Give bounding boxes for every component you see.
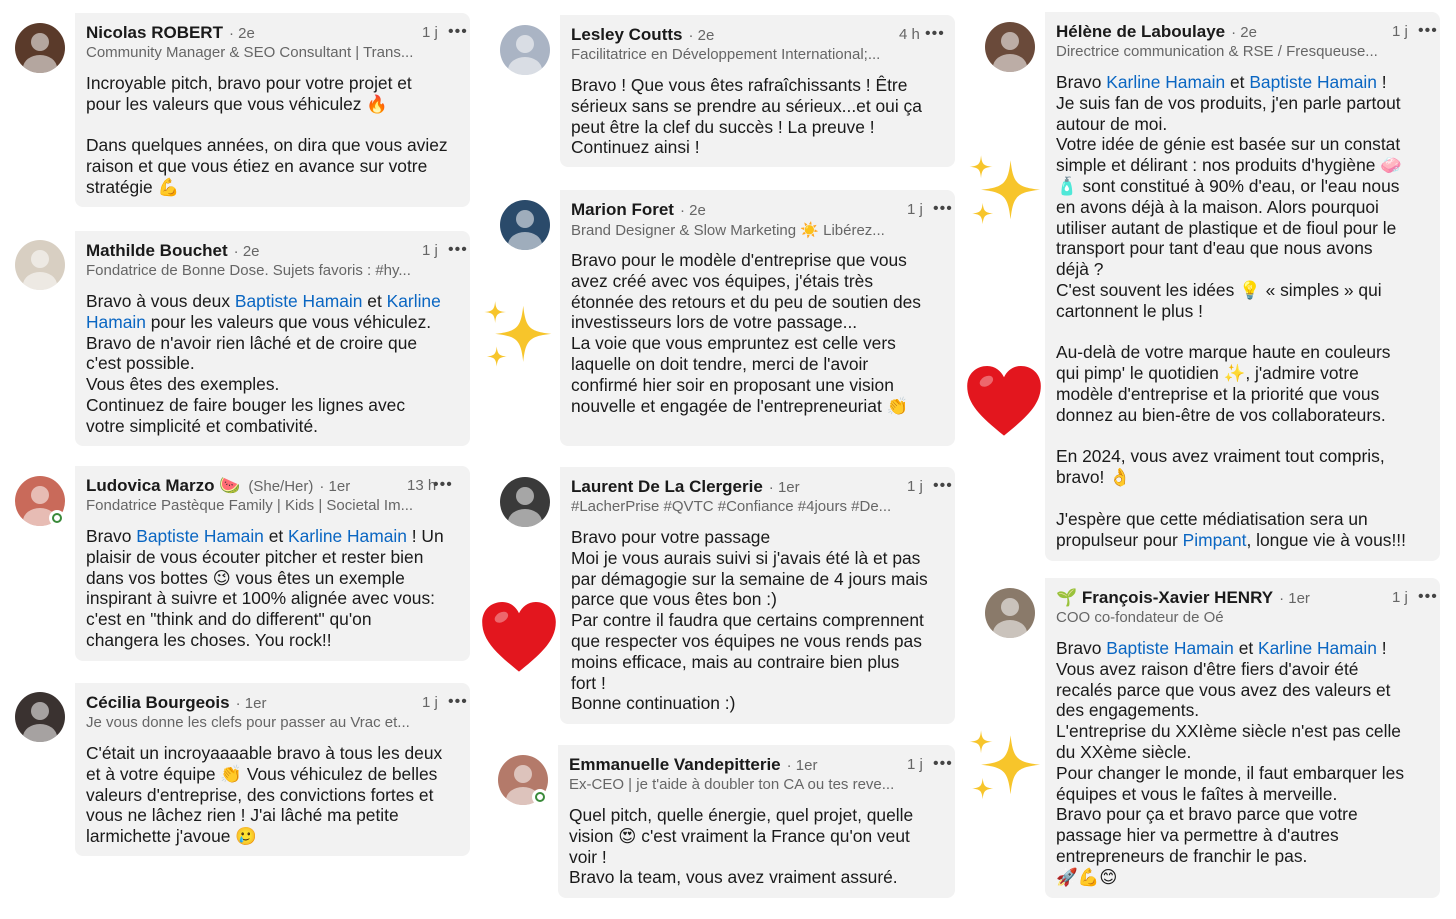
comment-line xyxy=(1056,259,1428,280)
comment-line: vision 😍 c'est vraiment la France qu'on veut xyxy=(569,825,910,846)
comment-line xyxy=(86,395,458,416)
text-segment: Bravo xyxy=(1056,72,1107,92)
comment-line: que respecter vos équipes ne vous rends pas xyxy=(571,630,922,651)
more-options-icon[interactable]: ••• xyxy=(925,25,945,42)
comment-bubble xyxy=(75,466,470,661)
author-name[interactable]: Marion Foret xyxy=(571,200,674,219)
text-segment: C'est souvent les idées 💡 « simples » qui xyxy=(1056,279,1382,300)
author-headline: Community Manager & SEO Consultant | Trans... xyxy=(86,44,414,61)
connection-degree: · 1er xyxy=(235,695,267,712)
comment-text xyxy=(86,743,458,847)
heart-icon xyxy=(479,598,559,678)
more-options-icon[interactable]: ••• xyxy=(448,241,468,258)
timestamp: 13 h xyxy=(407,477,437,494)
mention-link[interactable]: Karline xyxy=(386,291,441,311)
connection-degree: · 2e xyxy=(688,27,715,44)
avatar[interactable] xyxy=(15,240,65,290)
avatar[interactable] xyxy=(15,692,65,742)
connection-degree: · 2e xyxy=(228,25,255,42)
comment-line xyxy=(1056,530,1428,551)
text-segment: et xyxy=(362,291,387,311)
comment-line: avez créé avec vos équipes, j'étais très xyxy=(571,270,874,291)
comment-line: Bravo pour le modèle d'entreprise que vous xyxy=(571,250,907,270)
sparkles-icon xyxy=(478,298,556,376)
online-status-icon xyxy=(532,789,548,805)
text-segment: modèle d'entreprise et la priorité que vous xyxy=(1056,383,1380,404)
comment-line xyxy=(1056,825,1428,846)
text-segment: transport pour tant d'eau que nous avons xyxy=(1056,238,1373,259)
text-segment: L'entreprise du XXIème siècle n'est pas celle xyxy=(1056,721,1401,742)
comment-text xyxy=(86,73,458,198)
text-segment: du XXème siècle. xyxy=(1056,741,1192,762)
text-segment: Je suis fan de vos produits, j'en parle partout xyxy=(1056,92,1401,113)
comment-line xyxy=(1056,342,1428,363)
more-options-icon[interactable]: ••• xyxy=(1418,588,1438,605)
text-segment: entrepreneurs de franchir le pas. xyxy=(1056,845,1308,866)
comment-line: stratégie 💪 xyxy=(86,176,180,197)
connection-degree: · 1er xyxy=(319,478,351,495)
text-segment: des engagements. xyxy=(1056,700,1200,721)
avatar[interactable] xyxy=(985,22,1035,72)
comment-header xyxy=(569,755,953,775)
comment-text xyxy=(571,75,943,158)
text-segment: inspirant à suivre et 100% alignée avec vous: xyxy=(86,588,435,609)
heart-icon xyxy=(964,362,1044,442)
text-segment: cartonnent le plus ! xyxy=(1056,300,1203,321)
comment-line xyxy=(1056,784,1428,805)
comment-header xyxy=(1056,22,1438,42)
comment-line: C'était un incroyaaaable bravo à tous les deux xyxy=(86,743,443,763)
comment-line xyxy=(86,547,458,568)
text-segment: Bravo à vous deux xyxy=(86,291,235,311)
comment-line: Bravo ! Que vous êtes rafraîchissants ! Être xyxy=(571,75,908,95)
text-segment: Bravo de n'avoir rien lâché et de croire que xyxy=(86,332,418,353)
comment-header xyxy=(86,476,458,496)
comment-line xyxy=(86,115,458,136)
more-options-icon[interactable]: ••• xyxy=(1418,22,1438,39)
text-segment: Bravo xyxy=(86,526,137,546)
comment-line xyxy=(1056,93,1428,114)
comment-line xyxy=(1056,384,1428,405)
comment-line: Bravo pour votre passage xyxy=(571,527,771,547)
text-segment: 🧴 sont constitué à 90% d'eau, or l'eau nous xyxy=(1056,175,1400,196)
text-segment: , longue vie à vous!!! xyxy=(1246,529,1406,550)
comment-line: nouvelle et engagée de l'entrepreneuriat 👏 xyxy=(571,395,909,416)
text-segment: Vous êtes des exemples. xyxy=(86,374,280,395)
timestamp: 1 j xyxy=(422,24,438,41)
comment-line xyxy=(1056,176,1428,197)
comment-line xyxy=(1056,134,1428,155)
comment-line: étonnée des retours et du peu de soutien des xyxy=(571,291,922,312)
comment-line: vous ne lâchez rien ! J'ai lâché ma petite xyxy=(86,805,399,826)
comment-line: La voie que vous empruntez est celle vers xyxy=(571,333,896,354)
text-segment: dans vos bottes 😉 vous êtes un exemple xyxy=(86,567,405,588)
comment-line xyxy=(1056,509,1428,530)
comment-line xyxy=(86,588,458,609)
comment-line: voir ! xyxy=(569,846,607,867)
comment-bubble xyxy=(75,13,470,207)
author-name[interactable]: Nicolas ROBERT xyxy=(86,23,223,42)
text-segment: passage hier va permettre à d'autres xyxy=(1056,825,1339,846)
text-segment: déjà ? xyxy=(1056,259,1104,280)
comment-bubble xyxy=(560,467,955,724)
timestamp: 1 j xyxy=(907,756,923,773)
author-headline: Directrice communication & RSE / Fresqueuse... xyxy=(1056,43,1378,60)
text-segment: Bravo pour ça et bravo parce que votre xyxy=(1056,804,1358,825)
text-segment: ! xyxy=(1376,72,1387,92)
comment-header xyxy=(86,693,468,713)
comment-line: Bonne continuation :) xyxy=(571,693,736,714)
comment-bubble xyxy=(1045,578,1440,898)
avatar[interactable] xyxy=(500,477,550,527)
text-segment: ! Un xyxy=(406,526,444,546)
text-segment: et xyxy=(1225,72,1250,92)
author-pronouns: (She/Her) xyxy=(248,478,314,495)
comment-bubble xyxy=(560,15,955,167)
author-name[interactable]: Lesley Coutts xyxy=(571,25,683,44)
mention-link[interactable]: Karline Hamain xyxy=(1106,72,1226,92)
more-options-icon[interactable]: ••• xyxy=(933,477,953,494)
comment-bubble xyxy=(75,231,470,446)
text-segment: changera les choses. You rock!! xyxy=(86,629,332,650)
author-headline: COO co-fondateur de Oé xyxy=(1056,609,1224,626)
comment-line xyxy=(1056,72,1428,93)
comment-header xyxy=(571,477,953,497)
comment-line: Bravo la team, vous avez vraiment assuré. xyxy=(569,867,898,888)
comment-line xyxy=(1056,218,1428,239)
comment-line: Quel pitch, quelle énergie, quel projet, quelle xyxy=(569,805,914,825)
comment-line xyxy=(1056,867,1428,888)
online-status-icon xyxy=(49,510,65,526)
comment-line xyxy=(1056,301,1428,322)
author-name[interactable]: Laurent De La Clergerie xyxy=(571,477,763,496)
comment-line xyxy=(1056,405,1428,426)
comment-line xyxy=(1056,197,1428,218)
comment-line xyxy=(1056,846,1428,867)
comment-line xyxy=(86,312,458,333)
author-name[interactable]: Cécilia Bourgeois xyxy=(86,693,230,712)
comment-line xyxy=(1056,114,1428,135)
comment-line: Incroyable pitch, bravo pour votre projet et xyxy=(86,73,412,93)
comment-line xyxy=(1056,742,1428,763)
comment-line xyxy=(86,333,458,354)
timestamp: 1 j xyxy=(422,242,438,259)
mention-link[interactable]: Pimpant xyxy=(1182,529,1247,550)
author-headline: Fondatrice de Bonne Dose. Sujets favoris : #hy... xyxy=(86,262,411,279)
text-segment: équipes et vous le faîtes à merveille. xyxy=(1056,783,1338,804)
comment-text xyxy=(1056,72,1428,550)
mention-link[interactable]: Baptiste Hamain xyxy=(1249,72,1377,92)
comment-line xyxy=(1056,638,1428,659)
text-segment: recalés parce que vous avez des valeurs et xyxy=(1056,679,1391,700)
text-segment: J'espère que cette médiatisation sera un xyxy=(1056,508,1368,529)
comment-line xyxy=(1056,280,1428,301)
text-segment: votre simplicité et combativité. xyxy=(86,415,318,436)
comment-header xyxy=(86,23,468,43)
more-options-icon[interactable]: ••• xyxy=(933,200,953,217)
avatar[interactable] xyxy=(500,25,550,75)
comment-bubble xyxy=(558,745,955,898)
comment-line: laquelle on doit tendre, merci de l'avoir xyxy=(571,353,869,374)
comment-line: sérieux sans se prendre au sérieux...et oui ça xyxy=(571,95,922,116)
comment-line: et à votre équipe 👏 Vous véhiculez de belles xyxy=(86,763,438,784)
text-segment: Continuez de faire bouger les lignes avec xyxy=(86,394,406,415)
comment-line: raison et que vous étiez en avance sur votre xyxy=(86,156,428,177)
connection-degree: · 1er xyxy=(768,479,800,496)
comment-line xyxy=(1056,467,1428,488)
comment-line xyxy=(1056,155,1428,176)
avatar[interactable] xyxy=(500,200,550,250)
comment-line xyxy=(86,526,458,547)
comment-line xyxy=(1056,763,1428,784)
comment-line xyxy=(1056,721,1428,742)
comment-line xyxy=(86,416,458,437)
comment-line: Moi je vous aurais suivi si j'avais été là et pas xyxy=(571,547,921,568)
author-name[interactable]: Hélène de Laboulaye xyxy=(1056,22,1226,41)
text-segment: en avons déjà à la maison. Alors pourquoi xyxy=(1056,196,1379,217)
comment-line xyxy=(86,353,458,374)
comment-line xyxy=(86,609,458,630)
comment-line xyxy=(1056,322,1428,343)
comment-line xyxy=(1056,680,1428,701)
avatar[interactable] xyxy=(985,588,1035,638)
author-name[interactable]: Ludovica Marzo 🍉 xyxy=(86,476,241,495)
author-headline: Facilitatrice en Développement International;... xyxy=(571,46,881,63)
more-options-icon[interactable]: ••• xyxy=(448,23,468,40)
comment-line xyxy=(1056,363,1428,384)
text-segment: Votre idée de génie est basée sur un constat xyxy=(1056,134,1401,155)
connection-degree: · 1er xyxy=(786,757,818,774)
comment-text xyxy=(86,291,458,437)
comment-line: peut être la clef du succès ! La preuve ! xyxy=(571,116,875,137)
comment-bubble xyxy=(560,190,955,446)
timestamp: 1 j xyxy=(907,201,923,218)
author-headline: Ex-CEO | je t'aide à doubler ton CA ou tes reve... xyxy=(569,776,895,793)
comment-line: investisseurs lors de votre passage... xyxy=(571,312,858,333)
author-name[interactable]: Emmanuelle Vandepitterie xyxy=(569,755,781,774)
text-segment: plaisir de vous écouter pitcher et rester bien xyxy=(86,546,424,567)
text-segment: ! xyxy=(1376,638,1387,658)
connection-degree: · 2e xyxy=(679,202,706,219)
comment-text xyxy=(571,527,943,714)
timestamp: 1 j xyxy=(1392,589,1408,606)
comment-line: larmichette j'avoue 🥲 xyxy=(86,826,257,847)
timestamp: 1 j xyxy=(907,478,923,495)
mention-link[interactable]: Hamain xyxy=(86,311,146,332)
text-segment: et xyxy=(1233,638,1259,658)
comment-line: Continuez ainsi ! xyxy=(571,137,700,158)
comment-text xyxy=(571,250,943,416)
comment-text xyxy=(1056,638,1428,888)
text-segment: donnez au bien-être de vos collaborateurs. xyxy=(1056,404,1386,425)
timestamp: 4 h xyxy=(899,26,920,43)
text-segment: Vous avez raison d'être fiers d'avoir été xyxy=(1056,658,1359,679)
avatar[interactable] xyxy=(15,23,65,73)
sparkles-icon xyxy=(963,152,1045,234)
author-name[interactable]: Mathilde Bouchet xyxy=(86,241,228,260)
comment-line xyxy=(1056,488,1428,509)
comment-header xyxy=(571,25,943,45)
comment-line xyxy=(86,630,458,651)
text-segment: c'est possible. xyxy=(86,353,195,374)
mention-link[interactable]: Baptiste Hamain xyxy=(1106,638,1234,658)
mention-link[interactable]: Karline Hamain xyxy=(1258,638,1377,658)
author-name[interactable]: 🌱 François-Xavier HENRY xyxy=(1056,588,1274,607)
text-segment: propulseur pour xyxy=(1056,529,1183,550)
sparkles-icon xyxy=(963,727,1045,809)
comment-line xyxy=(1056,238,1428,259)
text-segment: c'est en "think and do different" qu'on xyxy=(86,609,372,630)
comment-line xyxy=(86,374,458,395)
connection-degree: · 1er xyxy=(1279,590,1310,607)
text-segment: En 2024, vous avez vraiment tout compris, xyxy=(1056,446,1385,467)
author-headline: Brand Designer & Slow Marketing ☀️ Libérez... xyxy=(571,222,885,239)
comment-header xyxy=(86,241,468,261)
more-options-icon[interactable]: ••• xyxy=(433,476,453,493)
comment-line: Dans quelques années, on dira que vous aviez xyxy=(86,135,448,156)
comment-line xyxy=(1056,446,1428,467)
text-segment: utiliser autant de plastique et de fioul pour le xyxy=(1056,217,1397,238)
comment-text xyxy=(569,805,943,888)
text-segment: bravo! 👌 xyxy=(1056,467,1131,488)
timestamp: 1 j xyxy=(1392,23,1408,40)
more-options-icon[interactable]: ••• xyxy=(933,755,953,772)
comment-line: par démagogie sur la semaine de 4 jours mais xyxy=(571,568,928,589)
mention-link[interactable]: Baptiste Hamain xyxy=(234,291,363,311)
author-headline: Fondatrice Pastèque Family | Kids | Societal Im... xyxy=(86,497,414,514)
comment-line: moins efficace, mais au contraire bien plus xyxy=(571,651,900,672)
mention-link[interactable]: Baptiste Hamain xyxy=(136,526,264,546)
comment-line: parce que vous êtes bon :) xyxy=(571,589,777,610)
text-segment: qui pimp' le quotidien ✨, j'admire votre xyxy=(1056,363,1359,384)
comment-line xyxy=(1056,804,1428,825)
connection-degree: · 2e xyxy=(233,243,260,260)
comment-header xyxy=(1056,588,1438,608)
comment-line: valeurs d'entreprise, des convictions fortes et xyxy=(86,784,434,805)
comment-line: fort ! xyxy=(571,672,606,693)
comment-line xyxy=(1056,700,1428,721)
comment-line xyxy=(1056,426,1428,447)
comment-line xyxy=(86,291,458,312)
more-options-icon[interactable]: ••• xyxy=(448,693,468,710)
text-segment: pour les valeurs que vous véhiculez. xyxy=(145,311,432,332)
text-segment: simple et délirant : nos produits d'hygiène 🧼 xyxy=(1056,155,1402,176)
text-segment: et xyxy=(263,526,289,546)
timestamp: 1 j xyxy=(422,694,438,711)
comment-line xyxy=(86,568,458,589)
connection-degree: · 2e xyxy=(1231,24,1257,41)
text-segment: Pour changer le monde, il faut embarquer les xyxy=(1056,762,1405,783)
comment-header xyxy=(571,200,953,220)
comment-line xyxy=(1056,659,1428,680)
comment-line: pour les valeurs que vous véhiculez 🔥 xyxy=(86,93,388,114)
author-headline: Je vous donne les clefs pour passer au Vrac et... xyxy=(86,714,410,731)
text-segment: Au-delà de votre marque haute en couleurs xyxy=(1056,342,1391,363)
text-segment: autour de moi. xyxy=(1056,113,1168,134)
text-segment: 🚀💪😊 xyxy=(1056,866,1118,887)
comment-text xyxy=(86,526,458,651)
comment-line: confirmé hier soir en proposant une vision xyxy=(571,374,894,395)
comment-line: Par contre il faudra que certains comprennent xyxy=(571,610,924,631)
mention-link[interactable]: Karline Hamain xyxy=(288,526,407,546)
author-headline: #LacherPrise #QVTC #Confiance #4jours #De... xyxy=(571,498,892,515)
comment-bubble xyxy=(1045,12,1440,561)
comment-bubble xyxy=(75,683,470,856)
text-segment: Bravo xyxy=(1056,638,1107,658)
